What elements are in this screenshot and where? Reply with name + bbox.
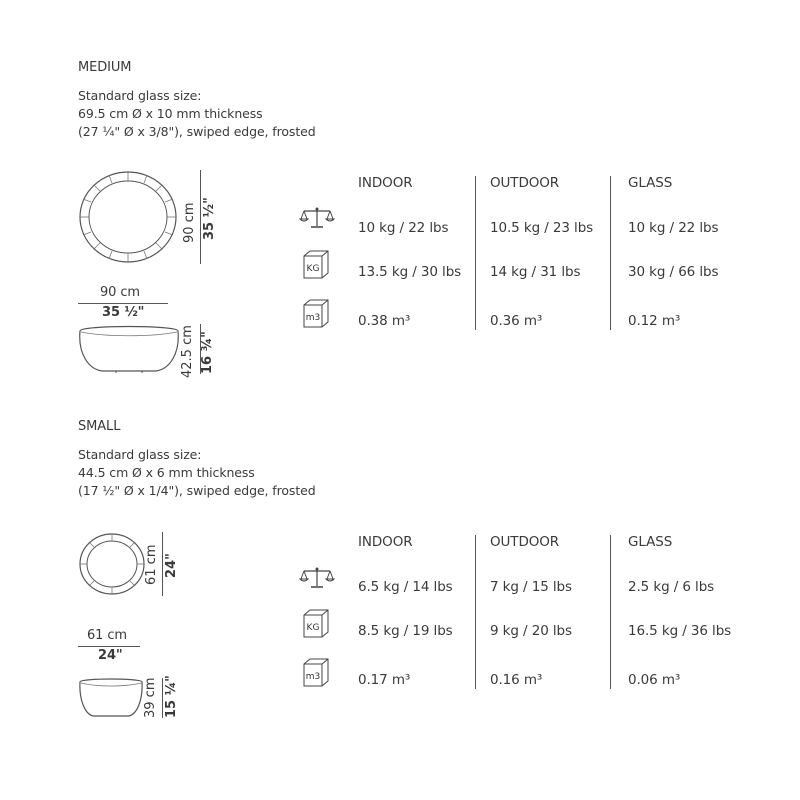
width-dimension-line — [78, 646, 140, 647]
column-divider — [610, 176, 611, 330]
net-weight-outdoor: 10.5 kg / 23 lbs — [490, 220, 594, 236]
height-dimension-line — [162, 678, 163, 718]
width-in-label: 35 ½" — [102, 305, 145, 320]
glass-size-label: Standard glass size: — [78, 88, 202, 103]
net-weight-glass: 10 kg / 22 lbs — [628, 220, 719, 236]
gross-weight-indoor: 13.5 kg / 30 lbs — [358, 264, 462, 280]
size-title: SMALL — [78, 419, 121, 434]
volume-indoor: 0.38 m³ — [358, 313, 411, 329]
header-outdoor: OUTDOOR — [490, 175, 560, 191]
volume-indoor: 0.17 m³ — [358, 672, 411, 688]
width-cm-label: 61 cm — [87, 628, 127, 643]
depth-dimension-line — [162, 532, 163, 596]
scale-icon — [299, 205, 335, 231]
kg-package-icon — [301, 607, 331, 639]
height-in-label: 15 ¼" — [164, 675, 179, 718]
scale-icon — [299, 565, 335, 591]
gross-weight-outdoor: 14 kg / 31 lbs — [490, 264, 581, 280]
small-section — [0, 360, 800, 720]
volume-glass: 0.12 m³ — [628, 313, 681, 329]
depth-cm-label: 61 cm — [144, 544, 159, 585]
header-outdoor: OUTDOOR — [490, 534, 560, 550]
width-dimension-line — [78, 303, 168, 304]
column-divider — [475, 535, 476, 689]
header-indoor: INDOOR — [358, 175, 413, 191]
volume-outdoor: 0.16 m³ — [490, 672, 543, 688]
net-weight-indoor: 6.5 kg / 14 lbs — [358, 579, 453, 595]
height-cm-label: 42.5 cm — [180, 325, 195, 378]
width-in-label: 24" — [98, 648, 123, 663]
net-weight-glass: 2.5 kg / 6 lbs — [628, 579, 715, 595]
volume-glass: 0.06 m³ — [628, 672, 681, 688]
column-divider — [610, 535, 611, 689]
column-divider — [475, 176, 476, 330]
gross-weight-glass: 30 kg / 66 lbs — [628, 264, 719, 280]
svg-text:KG: KG — [306, 264, 320, 274]
svg-text:m3: m3 — [305, 672, 321, 682]
glass-size-label: Standard glass size: — [78, 447, 202, 462]
side-view-drawing — [77, 676, 145, 720]
svg-text:m3: m3 — [305, 313, 321, 323]
height-cm-label: 39 cm — [143, 677, 158, 718]
glass-size-imperial: (17 ½" Ø x 1/4"), swiped edge, frosted — [78, 483, 316, 498]
depth-cm-label: 90 cm — [182, 202, 197, 243]
svg-text:KG: KG — [306, 623, 320, 633]
depth-in-label: 35 ½" — [202, 197, 217, 240]
gross-weight-outdoor: 9 kg / 20 lbs — [490, 623, 572, 639]
header-glass: GLASS — [628, 175, 673, 191]
height-in-label: 16 ¾" — [200, 331, 215, 374]
glass-size-metric: 44.5 cm Ø x 6 mm thickness — [78, 465, 255, 480]
header-indoor: INDOOR — [358, 534, 413, 550]
gross-weight-indoor: 8.5 kg / 19 lbs — [358, 623, 453, 639]
top-view-drawing — [76, 168, 180, 266]
net-weight-outdoor: 7 kg / 15 lbs — [490, 579, 572, 595]
width-cm-label: 90 cm — [100, 285, 140, 300]
glass-size-metric: 69.5 cm Ø x 10 mm thickness — [78, 106, 263, 121]
glass-size-imperial: (27 ¼" Ø x 3/8"), swiped edge, frosted — [78, 124, 316, 139]
header-glass: GLASS — [628, 534, 673, 550]
volume-box-icon — [301, 656, 331, 688]
volume-box-icon — [301, 297, 331, 329]
kg-package-icon — [301, 248, 331, 280]
medium-section — [0, 0, 800, 378]
top-view-drawing — [77, 531, 147, 597]
net-weight-indoor: 10 kg / 22 lbs — [358, 220, 449, 236]
depth-dimension-line — [200, 170, 201, 264]
volume-outdoor: 0.36 m³ — [490, 313, 543, 329]
depth-in-label: 24" — [164, 553, 179, 578]
size-title: MEDIUM — [78, 60, 132, 75]
gross-weight-glass: 16.5 kg / 36 lbs — [628, 623, 732, 639]
